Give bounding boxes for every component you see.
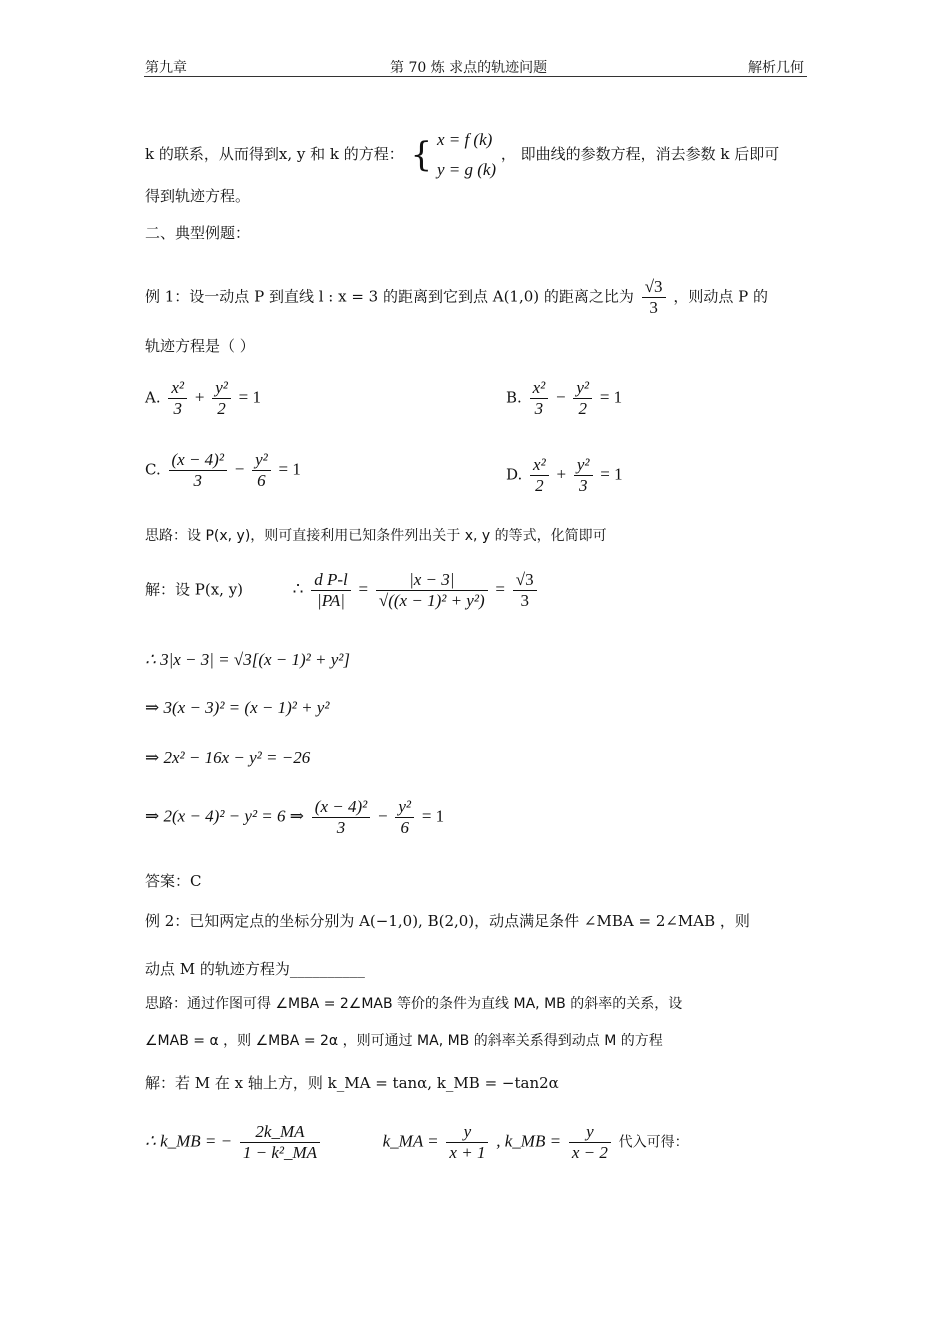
header-chapter: 第九章 — [145, 60, 187, 76]
param-x: x = f (k) — [436, 130, 493, 149]
brace: { — [410, 135, 433, 175]
option-a: A. $\frac{\text{x²}}{3}$ + $\frac{\text{y²}}{2}$ = 1 — [145, 378, 261, 418]
ex1-answer: 答案：C — [145, 872, 202, 890]
ex1-step-1: ∴ 3|x − 3| = √3[(x − 1)² + y²] — [145, 650, 351, 669]
intro-text-a: k 的联系，从而得到x, y 和 k 的方程： — [145, 145, 404, 163]
header-subject: 解析几何 — [748, 60, 804, 76]
option-d: D. $\frac{\text{x²}}{2}$ + $\frac{\text{y²}}{3}$ = 1 — [506, 455, 623, 495]
section-heading: 二、典型例题： — [145, 224, 251, 242]
ex1-step-2: ⇒ 3(x − 3)² = (x − 1)² + y² — [145, 698, 330, 717]
intro-line-2: 得到轨迹方程。 — [145, 187, 251, 205]
ex1-step-4: ⇒ 2(x − 4)² − y² = 6 ⇒ $\frac{\text{(x − 4)²}}{3}$ − $\frac{\text{y²}}{6}$ = 1 — [145, 797, 445, 837]
option-b: B. $\frac{\text{x²}}{3}$ − $\frac{\text{y²}}{2}$ = 1 — [506, 378, 623, 418]
ex1-question-text: 例 1：设一动点 P 到直线 l : x = 3 的距离到它到点 A(1,0) 的距离之比为 — [145, 287, 634, 306]
ex2-idea-2: ∠MAB = α ，则 ∠MBA = 2α ，则可通过 MA, MB 的斜率关系得到动点 M 的方程 — [145, 1033, 663, 1049]
param-y: y = g (k) — [436, 160, 497, 179]
ex1-question-tail: ，则动点 P 的 — [673, 287, 768, 306]
ex1-question-line2: 轨迹方程是（ ） — [145, 337, 255, 355]
intro-text-b: ， 即曲线的参数方程，消去参数 k 后即可 — [500, 145, 780, 163]
header-rule — [144, 76, 807, 77]
param-system — [437, 125, 496, 185]
ex2-slope-relation: ∴ k_MB = − $\frac{2k\_MA}{\text{1 − k²\_MA}}$ k_MA = $\frac{y}{x + 1}$ , k_MB = $\frac{y}{x - 2}$ 代入可得： — [145, 1122, 689, 1162]
option-c: C. $\frac{\text{(x − 4)²}}{3}$ − $\frac{\text{y²}}{6}$ = 1 — [145, 450, 301, 490]
header-title: 第 70 炼 求点的轨迹问题 — [390, 60, 548, 76]
ex1-idea: 思路：设 P(x, y)，则可直接利用已知条件列出关于 x, y 的等式，化简即可 — [145, 528, 607, 544]
ex2-question: 例 2：已知两定点的坐标分别为 A(−1,0), B(2,0)，动点满足条件 ∠MBA = 2∠MAB ，则 — [145, 912, 750, 930]
ex1-sol-label: 解：设 P(x, y) — [145, 580, 244, 599]
intro-line-1 — [145, 125, 779, 185]
ex1-solution-setup: 解：设 P(x, y) ∴ $\frac{\text{d P-l}}{|PA|}$ = $\frac{|x - 3|}{\text{√((x − 1)² + y²)}}$ = $\frac{√3}{3}$ — [145, 570, 540, 611]
ex1-step-3: ⇒ 2x² − 16x − y² = −26 — [145, 748, 311, 767]
ex2-solution: 解：若 M 在 x 轴上方，则 k_MA = tanα, k_MB = −tan2α — [145, 1074, 559, 1092]
ex2-idea-1: 思路：通过作图可得 ∠MBA = 2∠MAB 等价的条件为直线 MA, MB 的斜率的关系，设 — [145, 996, 683, 1012]
ex2-question-line2: 动点 M 的轨迹方程为__________ — [145, 960, 365, 978]
ex1-question — [145, 277, 768, 318]
ex1-ratio: $\frac{√3}{3}$ — [642, 277, 666, 318]
